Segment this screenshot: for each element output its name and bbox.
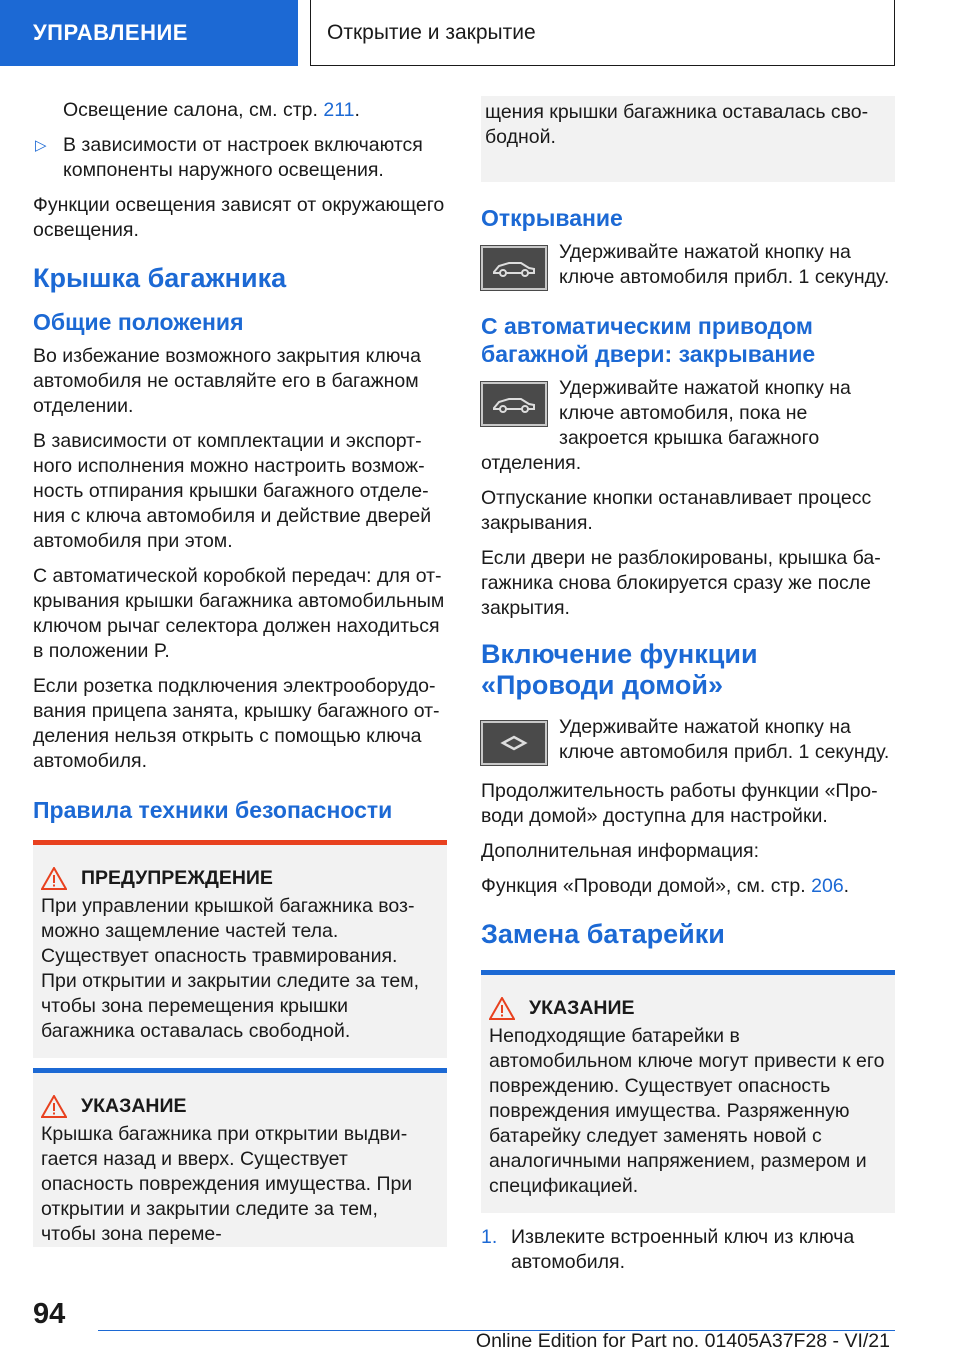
paragraph: Во избежание возможного закрытия ключа автомобиля не оставляйте его в багажном отделении. <box>33 345 421 417</box>
headlight-key-button-icon <box>481 721 547 765</box>
notice-box <box>33 1068 447 1247</box>
key-instruction: Удерживайте нажатой кнопку на ключе автомобиля прибл. 1 секунду. <box>481 715 895 769</box>
warning-triangle-icon <box>41 867 67 890</box>
intro-line: Освещение салона, см. стр. 211. <box>63 99 360 121</box>
page-link-206[interactable]: 206 <box>811 875 844 897</box>
heading-auto-close: С автоматическим приводом багажной двери: закрывание <box>481 313 816 367</box>
right-column <box>481 100 895 1285</box>
paragraph: В зависимости от комплектации и экспортного исполнения можно настроить возможность отпирания крышки багажного отделения с ключа автомобиля и действие дверей автомобиля при этом. <box>33 430 432 552</box>
page-number: 94 <box>33 1298 66 1330</box>
triangle-bullet-icon: ▷ <box>35 137 47 154</box>
trunk-key-button-icon <box>481 382 547 426</box>
heading-safety: Правила техники безопасности <box>33 797 393 823</box>
notice-text-continued: щения крышки багажника оставалась свободной. <box>485 101 869 148</box>
paragraph: Отпускание кнопки останавливает процесс закрывания. <box>481 487 872 534</box>
notice-title: УКАЗАНИЕ <box>81 1095 187 1117</box>
key-instruction: Удерживайте нажатой кнопку на ключе автомобиля прибл. 1 секунду. <box>481 240 895 294</box>
notice-box <box>481 970 895 1213</box>
paragraph: Функция «Проводи домой», см. стр. 206. <box>481 875 850 897</box>
left-column <box>33 98 447 1247</box>
paragraph: Если двери не разблокированы, крышка багажника снова блокируется сразу же после закрытия. <box>481 547 881 619</box>
notice-text: Неподходящие батарейки в автомобильном ключе могут привести к его повреждению. Существует опасность повреждения имущества. Разряженную батарейку следует заменять новой с аналогичными напряжением, размером и спецификацией. <box>489 1025 885 1197</box>
warning-text: При управлении крышкой багажника возможно защемление частей тела. Существует опасность травмирования. При открытии и закрытии следите за тем, чтобы зона перемещения крышки багажника оставалась свободной. <box>41 895 420 1042</box>
paragraph: Дополнительная информация: <box>481 840 760 862</box>
footer-edition: Online Edition for Part no. 01405A37F28 - VI/21 <box>475 1330 890 1352</box>
paragraph: Функции освещения зависят от окружающего освещения. <box>33 194 445 241</box>
warning-box <box>33 840 447 1058</box>
notice-title: УКАЗАНИЕ <box>529 997 635 1019</box>
notice-triangle-icon <box>489 997 515 1020</box>
heading-trunk-lid: Крышка багажника <box>33 263 287 293</box>
list-item: ▷ В зависимости от настроек включаются компоненты наружного освещения. <box>35 134 423 181</box>
paragraph: Если розетка подключения электрооборудования прицепа занята, крышку багажного отделения нельзя открыть с помощью ключа автомобиля. <box>33 675 440 772</box>
heading-general: Общие положения <box>33 309 244 335</box>
step-number: 1. <box>481 1226 498 1248</box>
notice-text: Крышка багажника при открытии выдвигается назад и вверх. Существует опасность повреждения имущества. При открытии и закрытии следите за тем, чтобы зона переме- <box>41 1123 413 1245</box>
notice-triangle-icon <box>41 1095 67 1118</box>
page-header-title: Открытие и закрытие <box>310 0 895 66</box>
page-link-211[interactable]: 211 <box>323 99 355 121</box>
warning-title: ПРЕДУПРЕЖДЕНИЕ <box>81 867 273 889</box>
paragraph: Продолжительность работы функции «Проводи домой» доступна для настройки. <box>481 780 878 827</box>
heading-battery-replacement: Замена батарейки <box>481 919 725 949</box>
heading-follow-me-home: Включение функции «Проводи домой» <box>481 639 758 700</box>
list-item: 1. Извлеките встроенный ключ из ключа автомобиля. <box>481 1226 855 1273</box>
heading-opening: Открывание <box>481 205 623 231</box>
section-tab: УПРАВЛЕНИЕ <box>0 0 298 66</box>
trunk-key-button-icon <box>481 246 547 290</box>
key-instruction: Удерживайте нажатой кнопку на ключе автомобиля, пока не закроется крышка багажного отделения. <box>481 377 851 474</box>
notice-box-continued <box>481 96 895 182</box>
paragraph: С автоматической коробкой передач: для открывания крышки багажника автомобильным ключом рычаг селектора должен находиться в положении P. <box>33 565 445 662</box>
